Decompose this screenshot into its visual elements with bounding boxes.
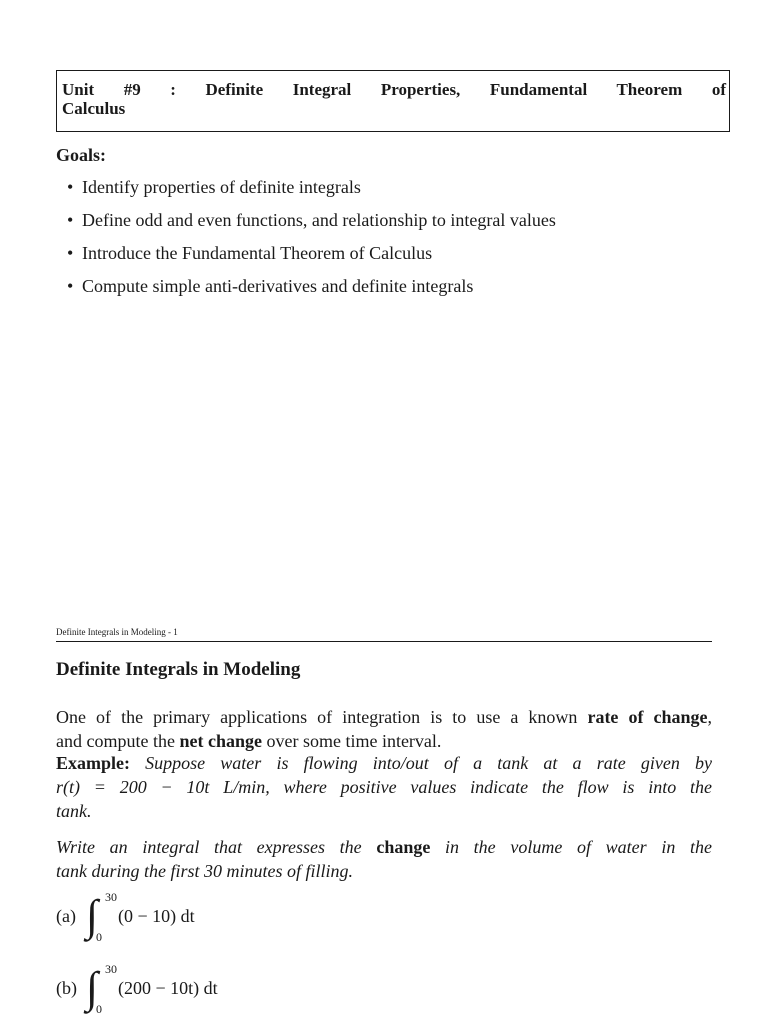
integrand: (0 − 10) dt [118,906,195,926]
intro-line-2: and compute the net change over some time interval. [56,731,442,751]
choice-label: (b) [56,978,77,998]
integral-sign-icon: ∫ [86,963,99,1012]
page-footer: Definite Integrals in Modeling - 1 [56,627,178,637]
intro-line-1: One of the primary applications of integration is to use a known rate of change, [56,707,713,727]
goal-item: • Compute simple anti-derivatives and definite integrals [67,276,474,296]
answer-choice-a[interactable] [56,890,356,950]
answer-choice-b[interactable] [56,962,356,1022]
upper-limit: 30 [105,890,117,904]
lower-limit: 0 [96,930,102,944]
upper-limit: 30 [105,962,117,976]
title-line-1: Unit #9 : Definite Integral Properties, Fundamental Theorem of [62,80,726,99]
question-line-1: Write an integral that expresses the change in the volume of water in the [56,837,712,857]
example-line-1: Example: Suppose water is flowing into/out of a tank at a rate given by [56,753,712,773]
example-line-2: r(t) = 200 − 10t L/min, where positive values indicate the flow is into the [56,777,712,797]
section-heading: Definite Integrals in Modeling [56,659,301,680]
title-line-2: Calculus [62,99,126,118]
integral-sign-icon: ∫ [86,891,99,940]
example-label: Example: [56,753,130,773]
goal-item: • Identify properties of definite integrals [67,177,361,197]
lower-limit: 0 [96,1002,102,1016]
divider [56,641,712,642]
choice-label: (a) [56,906,76,926]
goals-heading: Goals: [56,145,107,165]
goal-item: • Introduce the Fundamental Theorem of Calculus [67,243,433,263]
example-line-3: tank. [56,801,92,821]
integrand: (200 − 10t) dt [118,978,218,998]
goal-item: • Define odd and even functions, and relationship to integral values [67,210,556,230]
question-line-2: tank during the first 30 minutes of filling. [56,861,353,881]
